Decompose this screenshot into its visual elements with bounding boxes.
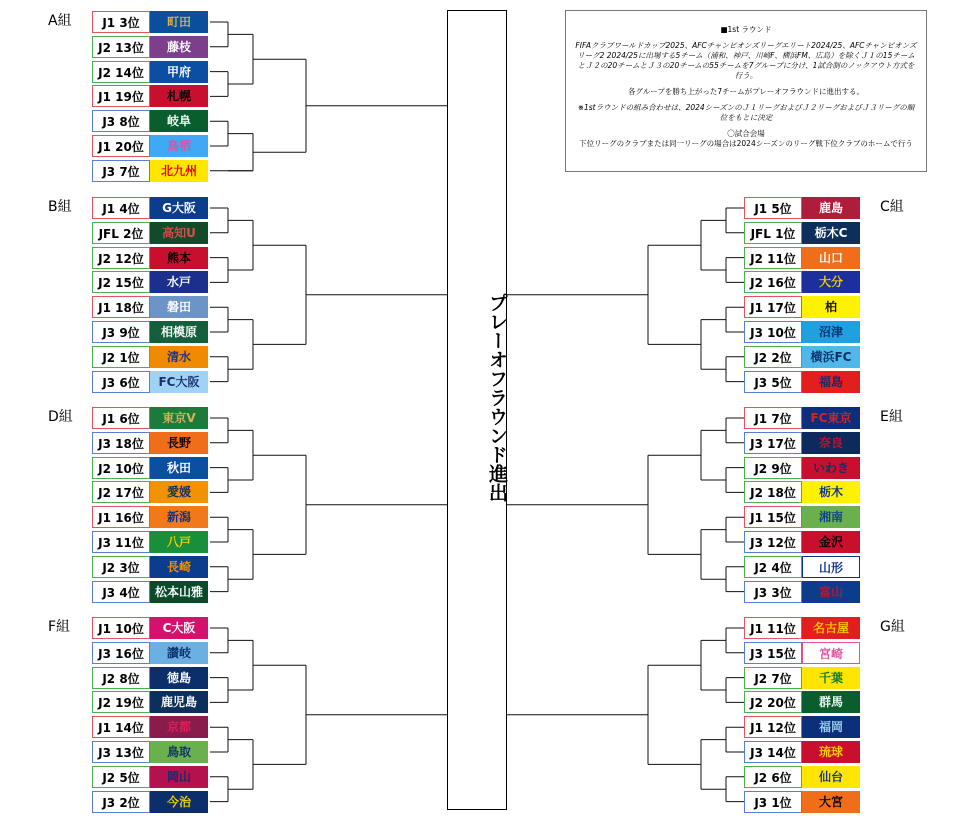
team-rank: J1 3位 [92,11,150,33]
team-row [92,766,210,788]
team-row [744,791,862,813]
team-row [92,247,210,269]
info-heading: ■1st ラウンド [720,25,772,34]
team-row [92,432,210,454]
team-club: 札幌 [150,85,208,107]
team-row [744,321,862,343]
team-rank: J3 5位 [744,371,802,393]
team-club: 群馬 [802,691,860,713]
team-row [92,556,210,578]
team-row [92,506,210,528]
team-club: 磐田 [150,296,208,318]
team-row [744,741,862,763]
team-row [92,36,210,58]
team-club: 甲府 [150,61,208,83]
team-row [92,321,210,343]
team-club: 岡山 [150,766,208,788]
team-row [744,617,862,639]
team-row [744,506,862,528]
team-rank: J1 17位 [744,296,802,318]
team-rank: J1 20位 [92,135,150,157]
team-club: 横浜FC [802,346,860,368]
team-row [744,346,862,368]
team-row [92,691,210,713]
team-rank: J3 13位 [92,741,150,763]
team-club: FC大阪 [150,371,208,393]
team-rank: J2 11位 [744,247,802,269]
team-rank: J1 18位 [92,296,150,318]
team-club: 新潟 [150,506,208,528]
team-rank: J3 1位 [744,791,802,813]
info-pairing-note: ※1stラウンドの組み合わせは、2024シーズンのＪ１リーグおよびＪ２リーグおよびＪ３リーグの順位をもとに決定 [577,103,915,122]
team-rank: J2 4位 [744,556,802,578]
team-club: 金沢 [802,531,860,553]
team-row [92,85,210,107]
team-club: 八戸 [150,531,208,553]
team-rank: JFL 1位 [744,222,802,244]
team-club: 藤枝 [150,36,208,58]
team-row [92,222,210,244]
team-row [744,691,862,713]
team-row [92,197,210,219]
team-club: 福岡 [802,716,860,738]
team-club: 岐阜 [150,110,208,132]
team-rank: J2 9位 [744,457,802,479]
team-club: 鹿島 [802,197,860,219]
team-club: 栃木C [802,222,860,244]
team-rank: J3 8位 [92,110,150,132]
team-row [744,197,862,219]
team-row [92,716,210,738]
team-club: 北九州 [150,160,208,182]
team-row [744,296,862,318]
team-rank: J1 12位 [744,716,802,738]
team-rank: J3 14位 [744,741,802,763]
team-rank: J3 10位 [744,321,802,343]
team-row [92,642,210,664]
group-label: F組 [48,619,71,635]
playoff-round-label: プレーオフラウンド進出 [486,293,508,502]
team-rank: J2 14位 [92,61,150,83]
team-row [744,556,862,578]
team-rank: J2 1位 [92,346,150,368]
team-row [744,457,862,479]
team-club: 大分 [802,271,860,293]
team-rank: J3 7位 [92,160,150,182]
team-club: 清水 [150,346,208,368]
team-club: 奈良 [802,432,860,454]
team-club: 徳島 [150,667,208,689]
team-row [744,271,862,293]
team-row [744,481,862,503]
team-rank: J2 17位 [92,481,150,503]
team-rank: J1 6位 [92,407,150,429]
team-club: 宮崎 [802,642,860,664]
team-club: 沼津 [802,321,860,343]
team-club: 仙台 [802,766,860,788]
team-club: 鳥栖 [150,135,208,157]
team-rank: J3 18位 [92,432,150,454]
info-rules: FIFAクラブワールドカップ2025、AFCチャンピオンズリーグエリート2024/25、AFCチャンピオンズリーグ2 2024/25に出場する5チーム（浦和、神戸、川崎F、横浜FM、広島）を除くＪ１の15チームとＪ２の20チームとＪ３の20チームの55チームを7グループに分け、1試合制のノックアウト方式を行う。 [575,41,917,80]
group-label: G組 [880,619,905,635]
team-row [744,581,862,603]
team-club: 今治 [150,791,208,813]
team-row [744,716,862,738]
team-row [92,457,210,479]
team-row [92,531,210,553]
team-rank: J3 17位 [744,432,802,454]
team-rank: JFL 2位 [92,222,150,244]
team-rank: J1 11位 [744,617,802,639]
team-club: FC東京 [802,407,860,429]
team-row [744,222,862,244]
team-club: 名古屋 [802,617,860,639]
team-row [92,346,210,368]
team-rank: J3 11位 [92,531,150,553]
team-club: 長崎 [150,556,208,578]
team-row [92,667,210,689]
team-rank: J3 9位 [92,321,150,343]
team-club: 愛媛 [150,481,208,503]
team-rank: J3 12位 [744,531,802,553]
team-club: 熊本 [150,247,208,269]
team-row [92,110,210,132]
team-rank: J3 6位 [92,371,150,393]
team-row [744,371,862,393]
team-row [92,617,210,639]
team-club: 町田 [150,11,208,33]
team-row [92,160,210,182]
team-club: 東京V [150,407,208,429]
team-rank: J2 3位 [92,556,150,578]
team-club: 鳥取 [150,741,208,763]
team-rank: J2 16位 [744,271,802,293]
team-rank: J2 15位 [92,271,150,293]
team-club: 富山 [802,581,860,603]
team-rank: J1 7位 [744,407,802,429]
team-rank: J1 5位 [744,197,802,219]
team-rank: J2 13位 [92,36,150,58]
playoff-round-box [447,10,507,810]
team-rank: J1 15位 [744,506,802,528]
team-rank: J3 16位 [92,642,150,664]
group-label: A組 [48,13,72,29]
team-rank: J2 19位 [92,691,150,713]
group-label: E組 [880,409,903,425]
team-row [92,407,210,429]
team-club: 福島 [802,371,860,393]
team-club: 琉球 [802,741,860,763]
team-club: 高知U [150,222,208,244]
team-row [92,11,210,33]
team-club: 柏 [802,296,860,318]
info-venue-heading: 〇試合会場 [727,129,765,138]
team-rank: J3 2位 [92,791,150,813]
team-rank: J2 8位 [92,667,150,689]
team-rank: J2 6位 [744,766,802,788]
info-advance: 各グループを勝ち上がった7チームがプレーオフラウンドに進出する。 [628,87,864,96]
team-club: 山口 [802,247,860,269]
team-rank: J2 2位 [744,346,802,368]
team-row [744,247,862,269]
team-club: 山形 [802,556,860,578]
team-club: G大阪 [150,197,208,219]
team-row [92,61,210,83]
team-club: 秋田 [150,457,208,479]
team-rank: J1 19位 [92,85,150,107]
team-row [744,766,862,788]
team-row [744,667,862,689]
team-rank: J1 4位 [92,197,150,219]
team-club: 相模原 [150,321,208,343]
first-round-info-box [565,10,927,172]
team-rank: J1 14位 [92,716,150,738]
team-rank: J2 10位 [92,457,150,479]
team-rank: J1 10位 [92,617,150,639]
team-rank: J2 18位 [744,481,802,503]
team-row [92,296,210,318]
team-row [92,481,210,503]
team-row [744,407,862,429]
group-label: B組 [48,199,72,215]
team-rank: J2 12位 [92,247,150,269]
team-rank: J3 4位 [92,581,150,603]
team-rank: J2 7位 [744,667,802,689]
info-venue-rule: 下位リーグのクラブまたは同一リーグの場合は2024シーズンのリーグ戦下位クラブのホームで行う [579,139,913,148]
team-rank: J2 5位 [92,766,150,788]
team-club: 京都 [150,716,208,738]
team-club: 松本山雅 [150,581,208,603]
team-club: 水戸 [150,271,208,293]
team-row [744,432,862,454]
team-row [92,791,210,813]
team-row [744,531,862,553]
team-club: 讃岐 [150,642,208,664]
team-club: 栃木 [802,481,860,503]
team-club: 湘南 [802,506,860,528]
team-club: 大宮 [802,791,860,813]
team-row [92,271,210,293]
team-row [92,135,210,157]
team-row [92,371,210,393]
team-club: 鹿児島 [150,691,208,713]
team-club: 千葉 [802,667,860,689]
team-row [744,642,862,664]
team-club: C大阪 [150,617,208,639]
team-club: いわき [802,457,860,479]
group-label: C組 [880,199,904,215]
group-label: D組 [48,409,73,425]
team-club: 長野 [150,432,208,454]
team-row [92,741,210,763]
team-rank: J1 16位 [92,506,150,528]
team-row [92,581,210,603]
team-rank: J3 15位 [744,642,802,664]
team-rank: J3 3位 [744,581,802,603]
team-rank: J2 20位 [744,691,802,713]
